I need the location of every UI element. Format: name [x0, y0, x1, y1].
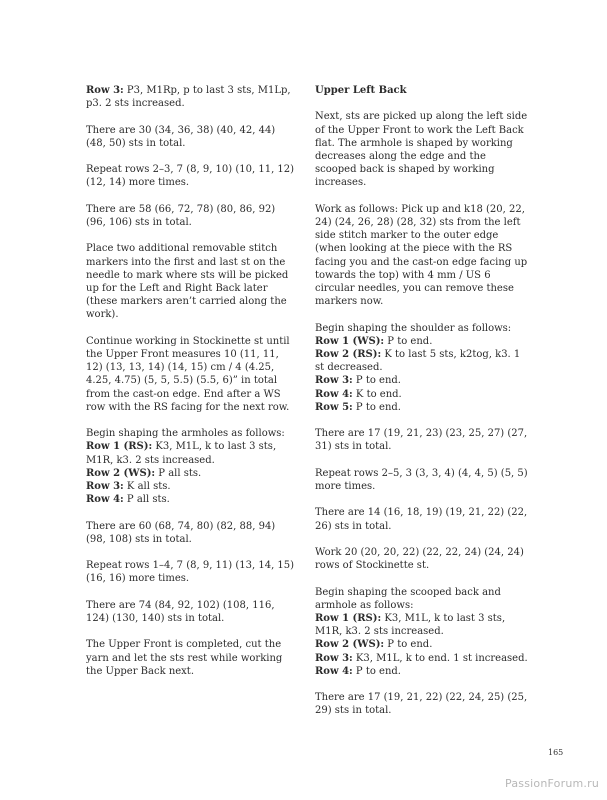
row-label: Row 2 (RS):: [315, 349, 382, 361]
paragraph-text: There are 30 (34, 36, 38) (40, 42, 44) (48, 50) sts in total.: [86, 124, 276, 149]
row-label: Row 5:: [315, 401, 353, 413]
paragraph: [86, 599, 296, 625]
paragraph-text: K3, M1L, k to end. 1 st increased.: [352, 652, 528, 664]
paragraph-text: There are 74 (84, 92, 102) (108, 116, 124) (130, 140) sts in total.: [86, 599, 275, 624]
paragraph: [86, 427, 296, 506]
paragraph-text: K to last 5 sts, k2tog, k3. 1 st decreased.: [315, 349, 521, 374]
paragraph-text: K3, M1L, k to last 3 sts, M1R, k3. 2 sts increased.: [86, 441, 277, 466]
paragraph-text: There are 14 (16, 18, 19) (19, 21, 22) (22, 26) sts in total.: [315, 507, 528, 532]
row-label: Row 2 (WS):: [315, 639, 385, 651]
row-label: Row 4:: [86, 494, 124, 506]
row-label: Row 4:: [315, 388, 353, 400]
paragraph: [86, 242, 296, 321]
paragraph: [86, 163, 296, 189]
paragraph-text: Begin shaping the scooped back and armhole as follows:: [315, 586, 501, 611]
paragraph: [86, 84, 296, 110]
paragraph: [86, 203, 296, 229]
paragraph-text: P to end.: [352, 401, 401, 413]
paragraph-text: Place two additional removable stitch markers into the first and last st on the needle to mark where sts will be picked up for the Left and Right Back later (these markers aren’t carried along the work).: [86, 243, 289, 321]
paragraph-text: Begin shaping the armholes as follows:: [86, 428, 285, 440]
paragraph-text: Work 20 (20, 20, 22) (22, 22, 24) (24, 24) rows of Stockinette st.: [315, 547, 524, 572]
paragraph-text: Continue working in Stockinette st until the Upper Front measures 10 (11, 11, 12) (13, 13, 14) (14, 15) cm / 4 (4.25, 4.25, 4.75) (5, 5, 5.5) (5.5, 6)” in total from the cast-on edge. End after a WS row with the RS facing for the next row.: [86, 335, 290, 413]
row-label: Row 2 (WS):: [86, 467, 156, 479]
paragraph-text: K all sts.: [123, 481, 171, 492]
paragraph-text: P to end.: [384, 335, 433, 347]
paragraph: [86, 520, 296, 546]
paragraph-text: There are 58 (66, 72, 78) (80, 86, 92) (96, 106) sts in total.: [86, 203, 276, 228]
paragraph-text: Next, sts are picked up along the left side of the Upper Front to work the Left Back flat. The armhole is shaped by working decreases along the edge and the scooped back is shaped by working increases.: [315, 111, 528, 189]
paragraph-text: P all sts.: [155, 467, 202, 479]
paragraph-text: Work as follows: Pick up and k18 (20, 22, 24) (24, 26, 28) (28, 32) sts from the left side stitch marker to the outer edge (when looking at the piece with the RS facing you and the cast-on edge facing up towards the top) with 4 mm / US 6 circular needles, you can remove these markers now.: [315, 203, 528, 308]
watermark: PassionForum.ru: [505, 777, 599, 790]
paragraph: [315, 546, 530, 572]
paragraph: [86, 638, 296, 678]
right-column-body: [315, 110, 530, 717]
paragraph-text: Begin shaping the shoulder as follows:: [315, 322, 512, 334]
section-heading: Upper Left Back: [315, 85, 407, 96]
paragraph-text: The Upper Front is completed, cut the yarn and let the sts rest while working the Upper Back next.: [86, 639, 283, 677]
paragraph: [315, 586, 530, 678]
paragraph-text: Repeat rows 2–3, 7 (8, 9, 10) (10, 11, 12) (12, 14) more times.: [86, 164, 295, 189]
paragraph-text: P to end.: [384, 639, 433, 651]
paragraph-text: There are 17 (19, 21, 22) (22, 24, 25) (25, 29) sts in total.: [315, 692, 528, 717]
row-label: Row 1 (RS):: [86, 441, 153, 453]
paragraph: [86, 559, 296, 585]
right-column: [315, 84, 530, 731]
row-label: Row 4:: [315, 665, 353, 677]
paragraph: [315, 110, 530, 189]
row-label: Row 3:: [86, 85, 124, 96]
paragraph: [315, 322, 530, 414]
paragraph-text: K3, M1L, k to last 3 sts, M1R, k3. 2 sts increased.: [315, 613, 506, 638]
paragraph: [86, 124, 296, 150]
paragraph: [315, 506, 530, 532]
paragraph-text: Repeat rows 2–5, 3 (3, 3, 4) (4, 4, 5) (5, 5) more times.: [315, 467, 528, 493]
paragraph: [315, 691, 530, 717]
row-label: Row 3:: [86, 481, 124, 492]
paragraph-text: P all sts.: [123, 494, 170, 506]
paragraph-text: P to end.: [352, 375, 401, 387]
row-label: Row 1 (RS):: [315, 613, 382, 624]
paragraph-text: There are 17 (19, 21, 23) (23, 25, 27) (27, 31) sts in total.: [315, 428, 528, 453]
paragraph-text: Repeat rows 1–4, 7 (8, 9, 11) (13, 14, 15) (16, 16) more times.: [86, 560, 295, 585]
row-label: Row 3:: [315, 652, 353, 664]
row-label: Row 3:: [315, 375, 353, 387]
paragraph: [86, 335, 296, 414]
paragraph-text: P to end.: [352, 665, 401, 677]
left-column: [86, 84, 296, 691]
paragraph: [315, 467, 530, 493]
paragraph: [315, 427, 530, 453]
paragraph-text: There are 60 (68, 74, 80) (82, 88, 94) (98, 108) sts in total.: [86, 520, 276, 545]
paragraph-text: P3, M1Rp, p to last 3 sts, M1Lp, p3. 2 sts increased.: [86, 85, 291, 110]
paragraph-text: K to end.: [352, 388, 402, 400]
row-label: Row 1 (WS):: [315, 335, 385, 347]
page-number: 165: [548, 748, 564, 757]
paragraph: [315, 203, 530, 309]
